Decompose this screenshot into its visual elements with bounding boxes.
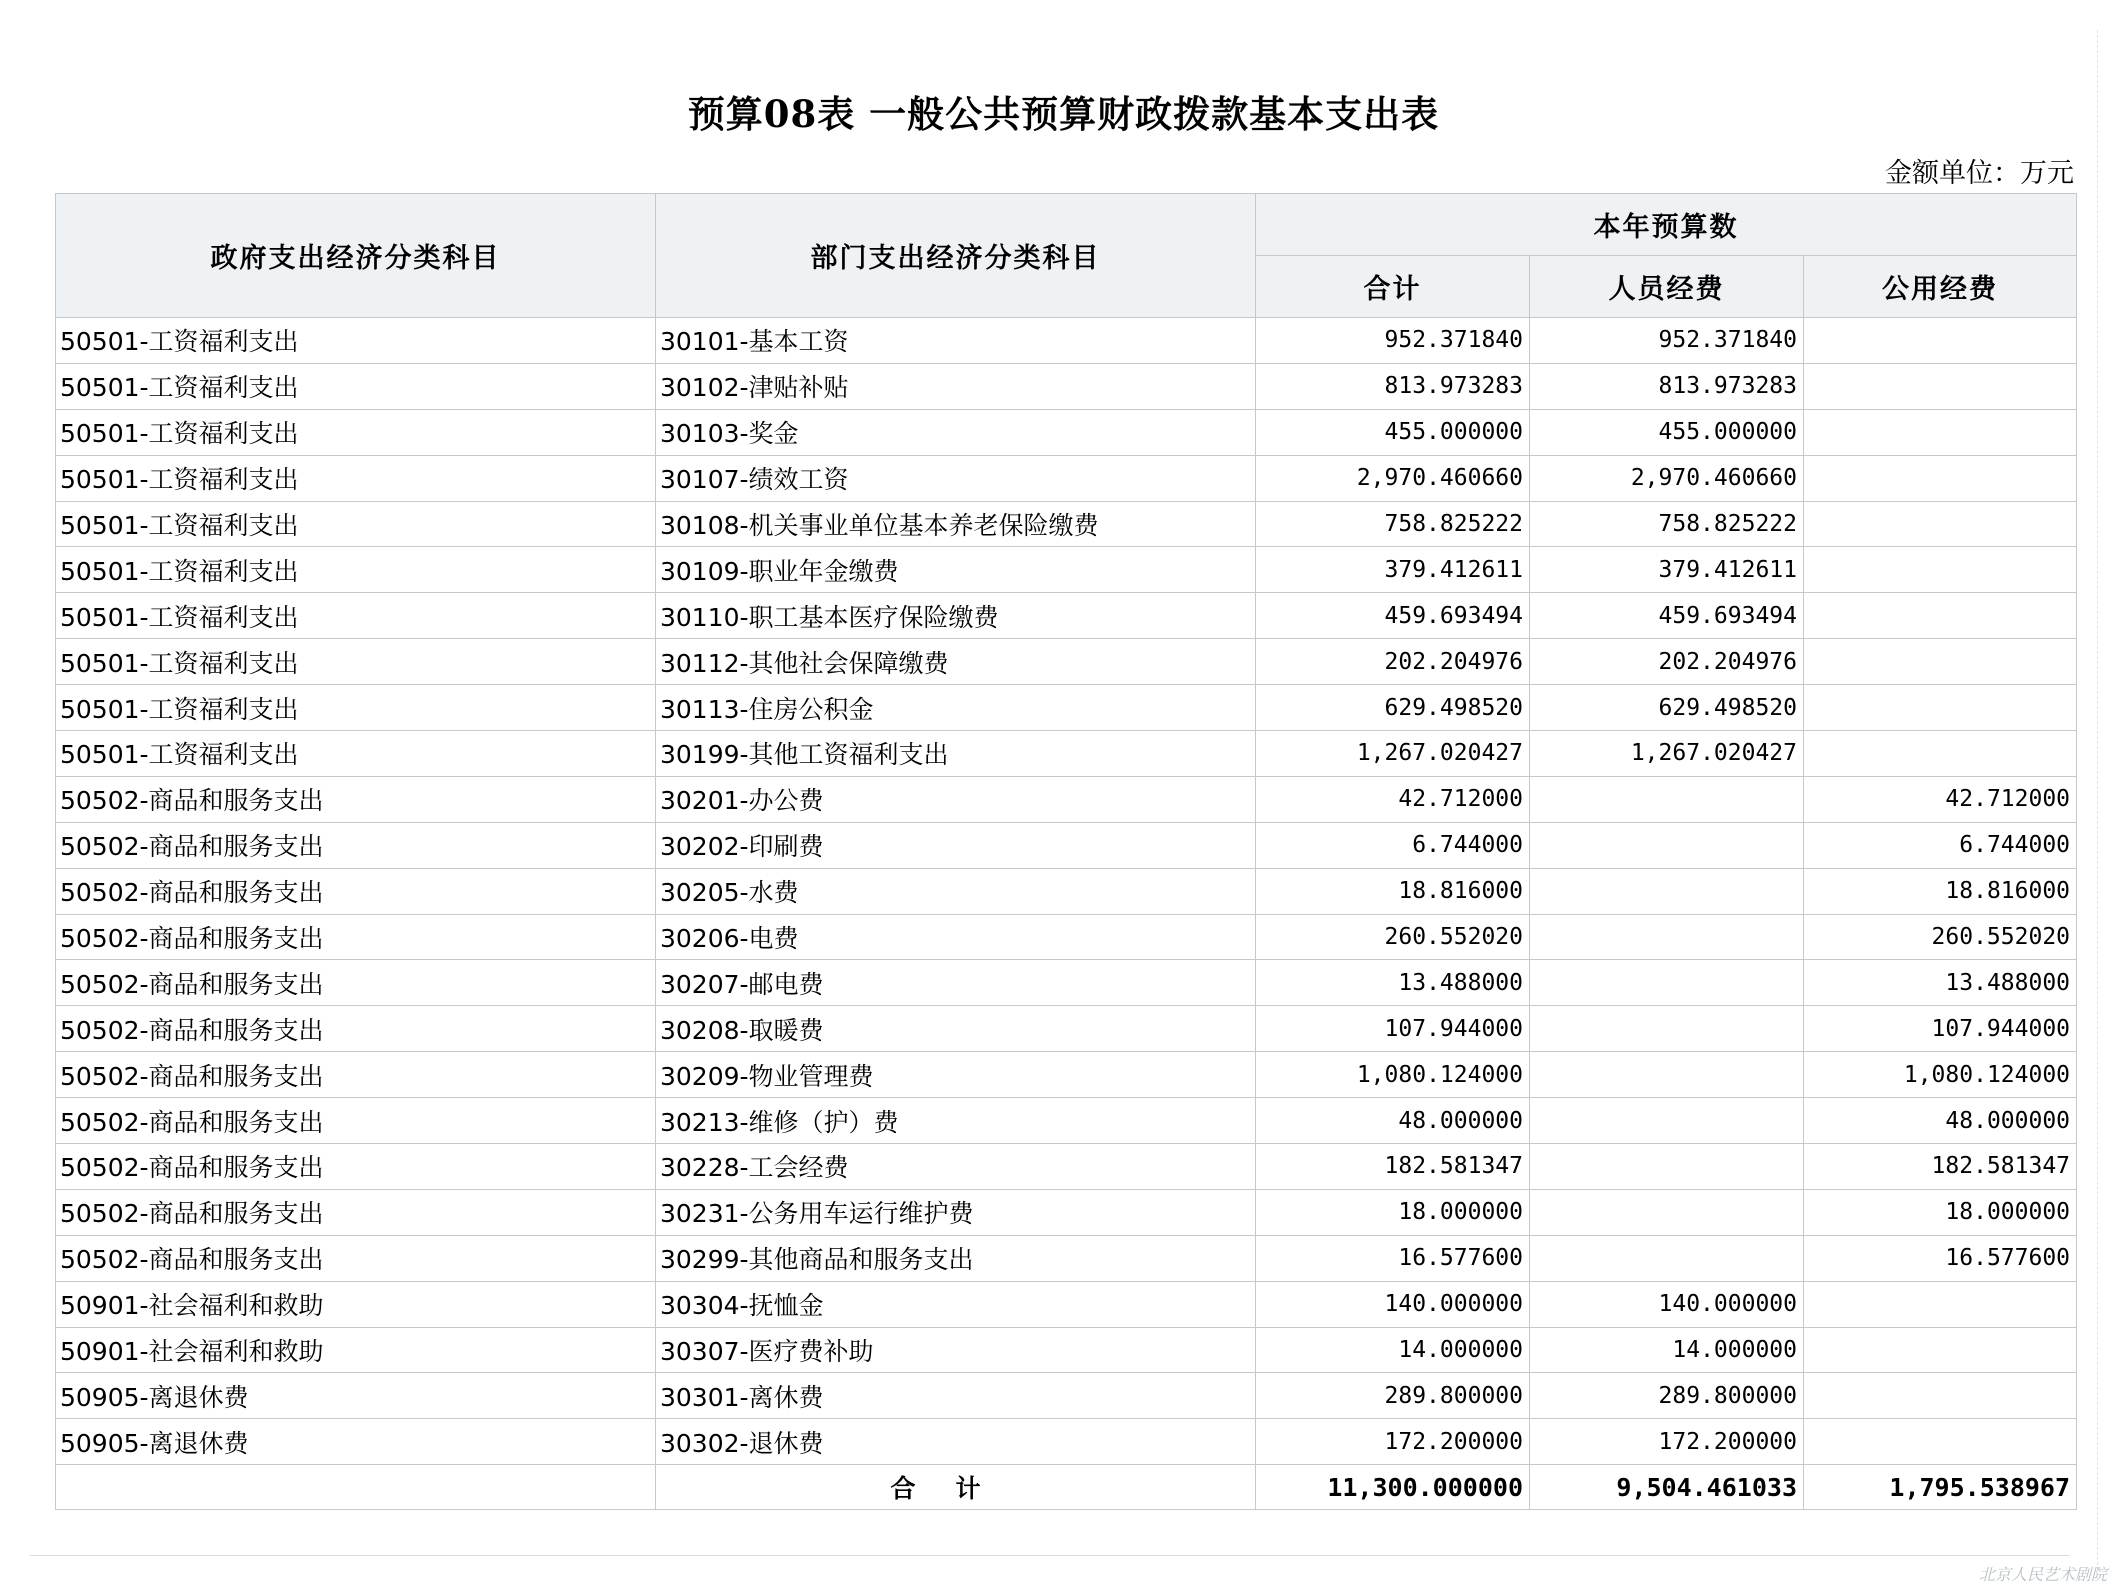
table-row — [56, 363, 2077, 409]
cell-gov-subject: 50501-工资福利支出 — [56, 501, 656, 547]
cell-gov-subject: 50501-工资福利支出 — [56, 685, 656, 731]
table-row — [56, 1235, 2077, 1281]
cell-total: 48.000000 — [1256, 1098, 1530, 1144]
cell-public — [1804, 731, 2077, 777]
cell-personnel — [1530, 1189, 1804, 1235]
cell-dept-subject: 30102-津贴补贴 — [656, 363, 1256, 409]
cell-public: 13.488000 — [1804, 960, 2077, 1006]
cell-personnel: 14.000000 — [1530, 1327, 1804, 1373]
table-row — [56, 455, 2077, 501]
cell-public — [1804, 409, 2077, 455]
cell-gov-subject: 50502-商品和服务支出 — [56, 960, 656, 1006]
cell-total: 758.825222 — [1256, 501, 1530, 547]
cell-dept-subject: 30302-退休费 — [656, 1419, 1256, 1465]
cell-personnel — [1530, 1052, 1804, 1098]
cell-public: 16.577600 — [1804, 1235, 2077, 1281]
cell-dept-subject: 30107-绩效工资 — [656, 455, 1256, 501]
table-row — [56, 1281, 2077, 1327]
cell-gov-subject: 50501-工资福利支出 — [56, 409, 656, 455]
cell-personnel — [1530, 1144, 1804, 1190]
cell-personnel: 172.200000 — [1530, 1419, 1804, 1465]
cell-public: 6.744000 — [1804, 822, 2077, 868]
cell-total: 140.000000 — [1256, 1281, 1530, 1327]
cell-dept-subject: 30109-职业年金缴费 — [656, 547, 1256, 593]
cell-public — [1804, 1419, 2077, 1465]
cell-personnel — [1530, 960, 1804, 1006]
total-public: 1,795.538967 — [1804, 1465, 2077, 1510]
cell-gov-subject: 50501-工资福利支出 — [56, 455, 656, 501]
cell-total: 1,267.020427 — [1256, 731, 1530, 777]
cell-total: 202.204976 — [1256, 639, 1530, 685]
table-row — [56, 639, 2077, 685]
cell-public — [1804, 1281, 2077, 1327]
cell-total: 1,080.124000 — [1256, 1052, 1530, 1098]
cell-public — [1804, 639, 2077, 685]
cell-public — [1804, 1327, 2077, 1373]
cell-total: 18.816000 — [1256, 868, 1530, 914]
header-personnel: 人员经费 — [1530, 256, 1804, 318]
cell-total: 14.000000 — [1256, 1327, 1530, 1373]
cell-gov-subject: 50501-工资福利支出 — [56, 318, 656, 364]
table-row — [56, 1006, 2077, 1052]
table-row — [56, 409, 2077, 455]
cell-personnel — [1530, 822, 1804, 868]
cell-dept-subject: 30213-维修（护）费 — [656, 1098, 1256, 1144]
total-sum: 11,300.000000 — [1256, 1465, 1530, 1510]
cell-personnel — [1530, 914, 1804, 960]
cell-total: 260.552020 — [1256, 914, 1530, 960]
cell-total: 289.800000 — [1256, 1373, 1530, 1419]
table-row — [56, 1373, 2077, 1419]
cell-total: 18.000000 — [1256, 1189, 1530, 1235]
cell-public: 18.000000 — [1804, 1189, 2077, 1235]
cell-gov-subject: 50501-工资福利支出 — [56, 731, 656, 777]
cell-public: 182.581347 — [1804, 1144, 2077, 1190]
cell-dept-subject: 30108-机关事业单位基本养老保险缴费 — [656, 501, 1256, 547]
header-current-year: 本年预算数 — [1256, 194, 2077, 256]
cell-total: 629.498520 — [1256, 685, 1530, 731]
watermark: 北京人民艺术剧院 — [1978, 1565, 2107, 1584]
total-row — [56, 1465, 2077, 1510]
cell-gov-subject: 50502-商品和服务支出 — [56, 1052, 656, 1098]
cell-personnel: 758.825222 — [1530, 501, 1804, 547]
cell-dept-subject: 30208-取暖费 — [656, 1006, 1256, 1052]
cell-gov-subject: 50502-商品和服务支出 — [56, 1098, 656, 1144]
cell-personnel: 289.800000 — [1530, 1373, 1804, 1419]
cell-total: 182.581347 — [1256, 1144, 1530, 1190]
footer-divider — [30, 1555, 2070, 1556]
cell-personnel: 455.000000 — [1530, 409, 1804, 455]
cell-gov-subject: 50901-社会福利和救助 — [56, 1281, 656, 1327]
table-row — [56, 1419, 2077, 1465]
cell-gov-subject: 50502-商品和服务支出 — [56, 1189, 656, 1235]
cell-total: 813.973283 — [1256, 363, 1530, 409]
table-row — [56, 1052, 2077, 1098]
table-row — [56, 1189, 2077, 1235]
table-row — [56, 868, 2077, 914]
cell-gov-subject: 50502-商品和服务支出 — [56, 914, 656, 960]
budget-table — [55, 193, 2077, 1510]
cell-dept-subject: 30201-办公费 — [656, 776, 1256, 822]
table-row — [56, 914, 2077, 960]
header-total: 合计 — [1256, 256, 1530, 318]
table-row — [56, 547, 2077, 593]
cell-dept-subject: 30207-邮电费 — [656, 960, 1256, 1006]
cell-public — [1804, 685, 2077, 731]
cell-total: 107.944000 — [1256, 1006, 1530, 1052]
cell-public: 18.816000 — [1804, 868, 2077, 914]
cell-personnel: 202.204976 — [1530, 639, 1804, 685]
cell-dept-subject: 30103-奖金 — [656, 409, 1256, 455]
table-row — [56, 1098, 2077, 1144]
table-row — [56, 776, 2077, 822]
cell-public: 42.712000 — [1804, 776, 2077, 822]
cell-gov-subject: 50502-商品和服务支出 — [56, 1144, 656, 1190]
cell-dept-subject: 30228-工会经费 — [656, 1144, 1256, 1190]
cell-personnel: 379.412611 — [1530, 547, 1804, 593]
total-empty-cell — [56, 1465, 656, 1510]
cell-personnel: 813.973283 — [1530, 363, 1804, 409]
cell-dept-subject: 30304-抚恤金 — [656, 1281, 1256, 1327]
cell-gov-subject: 50501-工资福利支出 — [56, 593, 656, 639]
table-row — [56, 1327, 2077, 1373]
cell-personnel — [1530, 1098, 1804, 1144]
cell-personnel — [1530, 1006, 1804, 1052]
cell-total: 455.000000 — [1256, 409, 1530, 455]
cell-total: 16.577600 — [1256, 1235, 1530, 1281]
cell-gov-subject: 50502-商品和服务支出 — [56, 868, 656, 914]
cell-dept-subject: 30299-其他商品和服务支出 — [656, 1235, 1256, 1281]
cell-gov-subject: 50905-离退休费 — [56, 1419, 656, 1465]
cell-public — [1804, 501, 2077, 547]
header-public: 公用经费 — [1804, 256, 2077, 318]
cell-total: 42.712000 — [1256, 776, 1530, 822]
table-row — [56, 731, 2077, 777]
cell-dept-subject: 30206-电费 — [656, 914, 1256, 960]
table-row — [56, 822, 2077, 868]
table-row — [56, 1144, 2077, 1190]
cell-dept-subject: 30301-离休费 — [656, 1373, 1256, 1419]
unit-note: 金额单位：万元 — [1885, 158, 2074, 189]
cell-gov-subject: 50501-工资福利支出 — [56, 547, 656, 593]
cell-public: 1,080.124000 — [1804, 1052, 2077, 1098]
cell-gov-subject: 50905-离退休费 — [56, 1373, 656, 1419]
table-row — [56, 960, 2077, 1006]
table-row — [56, 593, 2077, 639]
cell-total: 952.371840 — [1256, 318, 1530, 364]
cell-personnel: 629.498520 — [1530, 685, 1804, 731]
cell-personnel — [1530, 1235, 1804, 1281]
cell-total: 172.200000 — [1256, 1419, 1530, 1465]
cell-dept-subject: 30199-其他工资福利支出 — [656, 731, 1256, 777]
cell-personnel — [1530, 776, 1804, 822]
table-row — [56, 318, 2077, 364]
cell-gov-subject: 50501-工资福利支出 — [56, 639, 656, 685]
cell-gov-subject: 50502-商品和服务支出 — [56, 1006, 656, 1052]
cell-personnel: 459.693494 — [1530, 593, 1804, 639]
cell-total: 379.412611 — [1256, 547, 1530, 593]
cell-personnel: 2,970.460660 — [1530, 455, 1804, 501]
cell-personnel: 140.000000 — [1530, 1281, 1804, 1327]
cell-public — [1804, 363, 2077, 409]
cell-total: 459.693494 — [1256, 593, 1530, 639]
cell-dept-subject: 30209-物业管理费 — [656, 1052, 1256, 1098]
cell-gov-subject: 50501-工资福利支出 — [56, 363, 656, 409]
table-row — [56, 501, 2077, 547]
cell-public: 260.552020 — [1804, 914, 2077, 960]
cell-dept-subject: 30307-医疗费补助 — [656, 1327, 1256, 1373]
cell-personnel: 1,267.020427 — [1530, 731, 1804, 777]
cell-gov-subject: 50502-商品和服务支出 — [56, 822, 656, 868]
cell-dept-subject: 30101-基本工资 — [656, 318, 1256, 364]
cell-public — [1804, 318, 2077, 364]
cell-gov-subject: 50901-社会福利和救助 — [56, 1327, 656, 1373]
cell-public: 107.944000 — [1804, 1006, 2077, 1052]
cell-dept-subject: 30205-水费 — [656, 868, 1256, 914]
header-gov-subject: 政府支出经济分类科目 — [56, 194, 656, 318]
cell-public — [1804, 455, 2077, 501]
cell-personnel: 952.371840 — [1530, 318, 1804, 364]
cell-public — [1804, 593, 2077, 639]
cell-dept-subject: 30202-印刷费 — [656, 822, 1256, 868]
page-edge-line — [2097, 30, 2098, 1570]
table-row — [56, 685, 2077, 731]
cell-gov-subject: 50502-商品和服务支出 — [56, 1235, 656, 1281]
total-label: 合计 — [656, 1465, 1256, 1510]
cell-dept-subject: 30231-公务用车运行维护费 — [656, 1189, 1256, 1235]
cell-gov-subject: 50502-商品和服务支出 — [56, 776, 656, 822]
header-dept-subject: 部门支出经济分类科目 — [656, 194, 1256, 318]
cell-total: 2,970.460660 — [1256, 455, 1530, 501]
cell-total: 13.488000 — [1256, 960, 1530, 1006]
cell-personnel — [1530, 868, 1804, 914]
total-personnel: 9,504.461033 — [1530, 1465, 1804, 1510]
cell-public — [1804, 1373, 2077, 1419]
cell-dept-subject: 30112-其他社会保障缴费 — [656, 639, 1256, 685]
page-title: 预算08表 一般公共预算财政拨款基本支出表 — [687, 92, 1440, 136]
cell-public: 48.000000 — [1804, 1098, 2077, 1144]
table-body — [56, 318, 2077, 1465]
cell-dept-subject: 30113-住房公积金 — [656, 685, 1256, 731]
cell-total: 6.744000 — [1256, 822, 1530, 868]
cell-dept-subject: 30110-职工基本医疗保险缴费 — [656, 593, 1256, 639]
cell-public — [1804, 547, 2077, 593]
